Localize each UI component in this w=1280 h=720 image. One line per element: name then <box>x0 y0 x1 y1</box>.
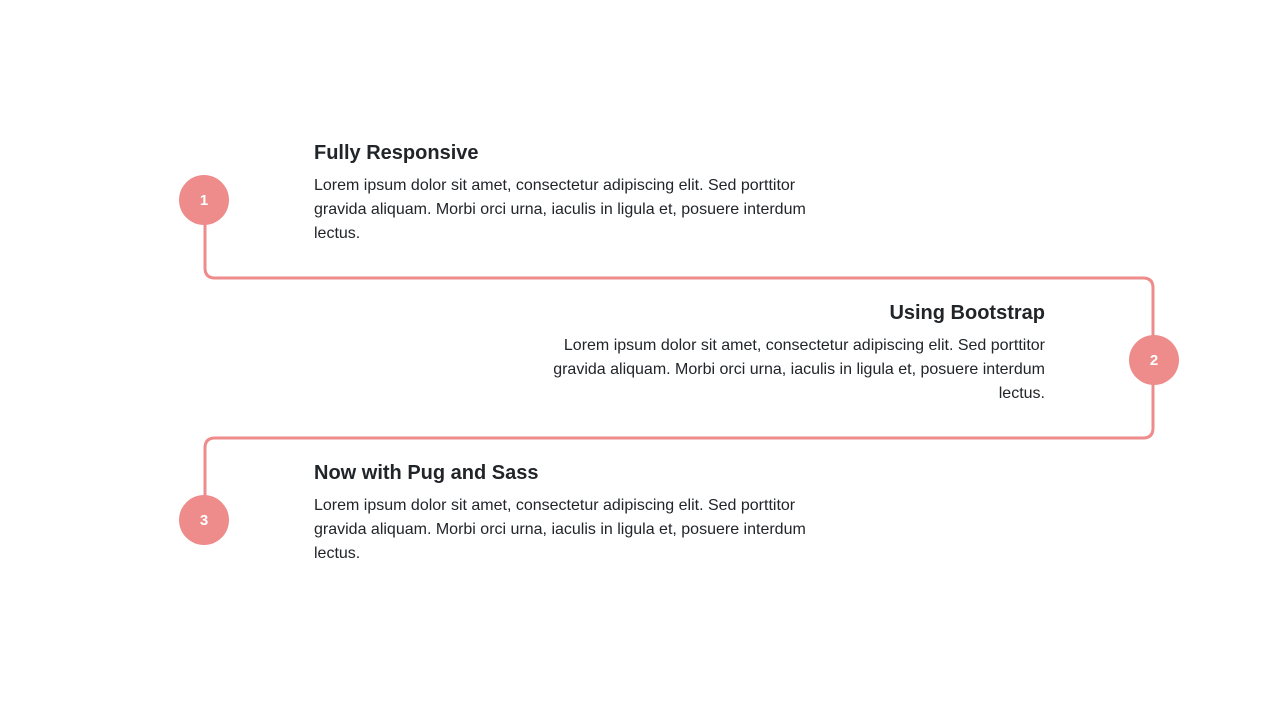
timeline-step <box>545 301 1045 406</box>
step-number-circle: 1 <box>179 175 229 225</box>
step-number-circle: 3 <box>179 495 229 545</box>
step-description: Lorem ipsum dolor sit amet, consectetur adipiscing elit. Sed porttitor gravida aliquam. Morbi orci urna, iaculis in ligula et, posuere interdum lectus. <box>314 497 806 562</box>
step-number-circle: 2 <box>1129 335 1179 385</box>
step-title: Now with Pug and Sass <box>314 462 539 484</box>
timeline-step <box>314 461 814 566</box>
step-description: Lorem ipsum dolor sit amet, consectetur adipiscing elit. Sed porttitor gravida aliquam. Morbi orci urna, iaculis in ligula et, posuere interdum lectus. <box>553 337 1045 402</box>
step-title: Using Bootstrap <box>889 302 1045 324</box>
step-title: Fully Responsive <box>314 142 479 164</box>
step-description: Lorem ipsum dolor sit amet, consectetur adipiscing elit. Sed porttitor gravida aliquam. Morbi orci urna, iaculis in ligula et, posuere interdum lectus. <box>314 177 806 242</box>
timeline-step <box>314 141 814 246</box>
